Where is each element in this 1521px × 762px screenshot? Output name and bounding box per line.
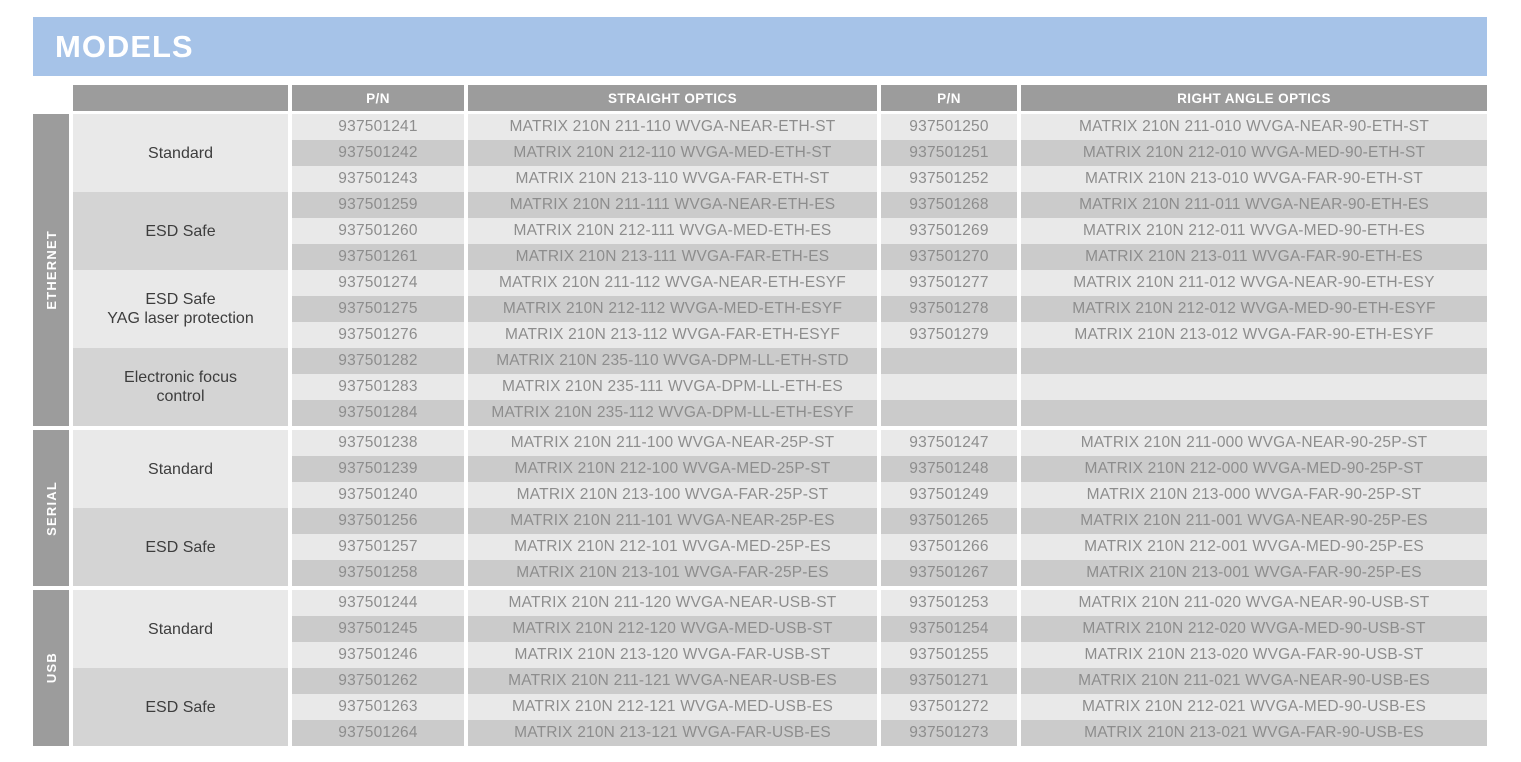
right-angle-optics-cell (1021, 374, 1487, 400)
category-label-line: Standard (148, 144, 213, 162)
straight-optics-cell: MATRIX 210N 212-120 WVGA-MED-USB-ST (468, 616, 877, 642)
straight-optics-cell: MATRIX 210N 212-110 WVGA-MED-ETH-ST (468, 140, 877, 166)
pn-right-angle-cell: 937501249 (881, 482, 1017, 508)
category-cell (73, 590, 288, 668)
pn-right-angle-cell: 937501278 (881, 296, 1017, 322)
pn-right-angle-cell: 937501254 (881, 616, 1017, 642)
pn-straight-cell: 937501274 (292, 270, 464, 296)
pn-straight-cell: 937501241 (292, 114, 464, 140)
right-angle-optics-cell: MATRIX 210N 211-000 WVGA-NEAR-90-25P-ST (1021, 430, 1487, 456)
pn-right-angle-cell: 937501250 (881, 114, 1017, 140)
straight-optics-cell: MATRIX 210N 213-120 WVGA-FAR-USB-ST (468, 642, 877, 668)
pn-straight-cell: 937501283 (292, 374, 464, 400)
pn-right-angle-cell (881, 374, 1017, 400)
pn-right-angle-cell (881, 348, 1017, 374)
section-ethernet (33, 114, 1487, 426)
pn-straight-cell: 937501258 (292, 560, 464, 586)
right-angle-optics-cell: MATRIX 210N 211-001 WVGA-NEAR-90-25P-ES (1021, 508, 1487, 534)
category-cell (73, 270, 288, 348)
straight-optics-cell: MATRIX 210N 211-111 WVGA-NEAR-ETH-ES (468, 192, 877, 218)
right-angle-optics-cell (1021, 348, 1487, 374)
category-label-line: YAG laser protection (107, 310, 254, 327)
pn-straight-cell: 937501245 (292, 616, 464, 642)
header-corner-spacer (33, 85, 69, 111)
models-table (33, 85, 1487, 746)
straight-optics-cell: MATRIX 210N 235-111 WVGA-DPM-LL-ETH-ES (468, 374, 877, 400)
right-angle-optics-cell: MATRIX 210N 213-010 WVGA-FAR-90-ETH-ST (1021, 166, 1487, 192)
straight-optics-cell: MATRIX 210N 211-120 WVGA-NEAR-USB-ST (468, 590, 877, 616)
pn-straight-cell: 937501244 (292, 590, 464, 616)
pn-right-angle-cell: 937501267 (881, 560, 1017, 586)
pn-straight-cell: 937501282 (292, 348, 464, 374)
right-angle-optics-cell: MATRIX 210N 212-021 WVGA-MED-90-USB-ES (1021, 694, 1487, 720)
page-title: MODELS (55, 28, 194, 64)
pn-right-angle-cell: 937501253 (881, 590, 1017, 616)
pn-straight-cell: 937501246 (292, 642, 464, 668)
right-angle-optics-cell: MATRIX 210N 211-010 WVGA-NEAR-90-ETH-ST (1021, 114, 1487, 140)
category-label-line: ESD Safe (145, 222, 216, 240)
table-header-row (33, 85, 1487, 111)
straight-optics-cell: MATRIX 210N 212-100 WVGA-MED-25P-ST (468, 456, 877, 482)
pn-right-angle-cell (881, 400, 1017, 426)
pn-right-angle-cell: 937501268 (881, 192, 1017, 218)
pn-straight-cell: 937501261 (292, 244, 464, 270)
right-angle-optics-cell: MATRIX 210N 212-001 WVGA-MED-90-25P-ES (1021, 534, 1487, 560)
pn-straight-cell: 937501284 (292, 400, 464, 426)
pn-right-angle-cell: 937501266 (881, 534, 1017, 560)
right-angle-optics-cell: MATRIX 210N 211-021 WVGA-NEAR-90-USB-ES (1021, 668, 1487, 694)
pn-right-angle-cell: 937501271 (881, 668, 1017, 694)
straight-optics-cell: MATRIX 210N 212-112 WVGA-MED-ETH-ESYF (468, 296, 877, 322)
category-cell (73, 192, 288, 270)
straight-optics-cell: MATRIX 210N 212-101 WVGA-MED-25P-ES (468, 534, 877, 560)
pn-right-angle-cell: 937501269 (881, 218, 1017, 244)
category-cell (73, 348, 288, 426)
pn-straight-cell: 937501242 (292, 140, 464, 166)
header-pn-right-angle: P/N (881, 85, 1017, 111)
category-label-line: ESD Safe (145, 698, 216, 716)
right-angle-optics-cell: MATRIX 210N 213-021 WVGA-FAR-90-USB-ES (1021, 720, 1487, 746)
pn-right-angle-cell: 937501265 (881, 508, 1017, 534)
straight-optics-cell: MATRIX 210N 213-100 WVGA-FAR-25P-ST (468, 482, 877, 508)
interface-label-ethernet (33, 114, 69, 426)
straight-optics-cell: MATRIX 210N 212-111 WVGA-MED-ETH-ES (468, 218, 877, 244)
straight-optics-cell: MATRIX 210N 235-110 WVGA-DPM-LL-ETH-STD (468, 348, 877, 374)
pn-straight-cell: 937501239 (292, 456, 464, 482)
pn-straight-cell: 937501243 (292, 166, 464, 192)
right-angle-optics-cell: MATRIX 210N 211-020 WVGA-NEAR-90-USB-ST (1021, 590, 1487, 616)
straight-optics-cell: MATRIX 210N 211-100 WVGA-NEAR-25P-ST (468, 430, 877, 456)
pn-straight-cell: 937501260 (292, 218, 464, 244)
category-label-line: Electronic focus (124, 369, 237, 386)
table-body (33, 114, 1487, 746)
section-usb (33, 590, 1487, 746)
straight-optics-cell: MATRIX 210N 213-112 WVGA-FAR-ETH-ESYF (468, 322, 877, 348)
pn-straight-cell: 937501276 (292, 322, 464, 348)
pn-straight-cell: 937501240 (292, 482, 464, 508)
interface-label-text: ETHERNET (43, 230, 59, 310)
right-angle-optics-cell: MATRIX 210N 213-011 WVGA-FAR-90-ETH-ES (1021, 244, 1487, 270)
pn-straight-cell: 937501257 (292, 534, 464, 560)
right-angle-optics-cell: MATRIX 210N 213-020 WVGA-FAR-90-USB-ST (1021, 642, 1487, 668)
straight-optics-cell: MATRIX 210N 211-112 WVGA-NEAR-ETH-ESYF (468, 270, 877, 296)
pn-straight-cell: 937501259 (292, 192, 464, 218)
pn-straight-cell: 937501256 (292, 508, 464, 534)
straight-optics-cell: MATRIX 210N 235-112 WVGA-DPM-LL-ETH-ESYF (468, 400, 877, 426)
pn-right-angle-cell: 937501248 (881, 456, 1017, 482)
pn-right-angle-cell: 937501247 (881, 430, 1017, 456)
category-label-line: Standard (148, 620, 213, 638)
right-angle-optics-cell: MATRIX 210N 212-011 WVGA-MED-90-ETH-ES (1021, 218, 1487, 244)
straight-optics-cell: MATRIX 210N 213-111 WVGA-FAR-ETH-ES (468, 244, 877, 270)
pn-straight-cell: 937501275 (292, 296, 464, 322)
category-label-line: Standard (148, 460, 213, 478)
straight-optics-cell: MATRIX 210N 213-110 WVGA-FAR-ETH-ST (468, 166, 877, 192)
category-label-line: ESD Safe (145, 291, 216, 308)
right-angle-optics-cell: MATRIX 210N 213-000 WVGA-FAR-90-25P-ST (1021, 482, 1487, 508)
pn-right-angle-cell: 937501277 (881, 270, 1017, 296)
pn-right-angle-cell: 937501255 (881, 642, 1017, 668)
straight-optics-cell: MATRIX 210N 211-121 WVGA-NEAR-USB-ES (468, 668, 877, 694)
interface-label-serial (33, 430, 69, 586)
pn-straight-cell: 937501262 (292, 668, 464, 694)
straight-optics-cell: MATRIX 210N 211-110 WVGA-NEAR-ETH-ST (468, 114, 877, 140)
straight-optics-cell: MATRIX 210N 212-121 WVGA-MED-USB-ES (468, 694, 877, 720)
straight-optics-cell: MATRIX 210N 211-101 WVGA-NEAR-25P-ES (468, 508, 877, 534)
right-angle-optics-cell: MATRIX 210N 212-000 WVGA-MED-90-25P-ST (1021, 456, 1487, 482)
models-banner (33, 17, 1487, 76)
header-pn-straight: P/N (292, 85, 464, 111)
pn-straight-cell: 937501263 (292, 694, 464, 720)
right-angle-optics-cell: MATRIX 210N 211-011 WVGA-NEAR-90-ETH-ES (1021, 192, 1487, 218)
interface-label-usb (33, 590, 69, 746)
interface-label-text: USB (43, 652, 59, 684)
pn-right-angle-cell: 937501252 (881, 166, 1017, 192)
section-serial (33, 430, 1487, 586)
right-angle-optics-cell: MATRIX 210N 211-012 WVGA-NEAR-90-ETH-ESY (1021, 270, 1487, 296)
straight-optics-cell: MATRIX 210N 213-121 WVGA-FAR-USB-ES (468, 720, 877, 746)
pn-right-angle-cell: 937501273 (881, 720, 1017, 746)
category-label-line: ESD Safe (145, 538, 216, 556)
pn-straight-cell: 937501264 (292, 720, 464, 746)
right-angle-optics-cell: MATRIX 210N 212-012 WVGA-MED-90-ETH-ESYF (1021, 296, 1487, 322)
category-cell (73, 114, 288, 192)
right-angle-optics-cell: MATRIX 210N 212-020 WVGA-MED-90-USB-ST (1021, 616, 1487, 642)
pn-straight-cell: 937501238 (292, 430, 464, 456)
category-cell (73, 668, 288, 746)
interface-label-text: SERIAL (43, 480, 59, 536)
right-angle-optics-cell: MATRIX 210N 213-001 WVGA-FAR-90-25P-ES (1021, 560, 1487, 586)
pn-right-angle-cell: 937501272 (881, 694, 1017, 720)
header-right-angle-optics: RIGHT ANGLE OPTICS (1021, 85, 1487, 111)
category-cell (73, 430, 288, 508)
pn-right-angle-cell: 937501251 (881, 140, 1017, 166)
pn-right-angle-cell: 937501279 (881, 322, 1017, 348)
header-straight-optics: STRAIGHT OPTICS (468, 85, 877, 111)
right-angle-optics-cell: MATRIX 210N 212-010 WVGA-MED-90-ETH-ST (1021, 140, 1487, 166)
right-angle-optics-cell (1021, 400, 1487, 426)
straight-optics-cell: MATRIX 210N 213-101 WVGA-FAR-25P-ES (468, 560, 877, 586)
pn-right-angle-cell: 937501270 (881, 244, 1017, 270)
category-label-line: control (156, 388, 205, 405)
right-angle-optics-cell: MATRIX 210N 213-012 WVGA-FAR-90-ETH-ESYF (1021, 322, 1487, 348)
category-cell (73, 508, 288, 586)
header-category (73, 85, 288, 111)
